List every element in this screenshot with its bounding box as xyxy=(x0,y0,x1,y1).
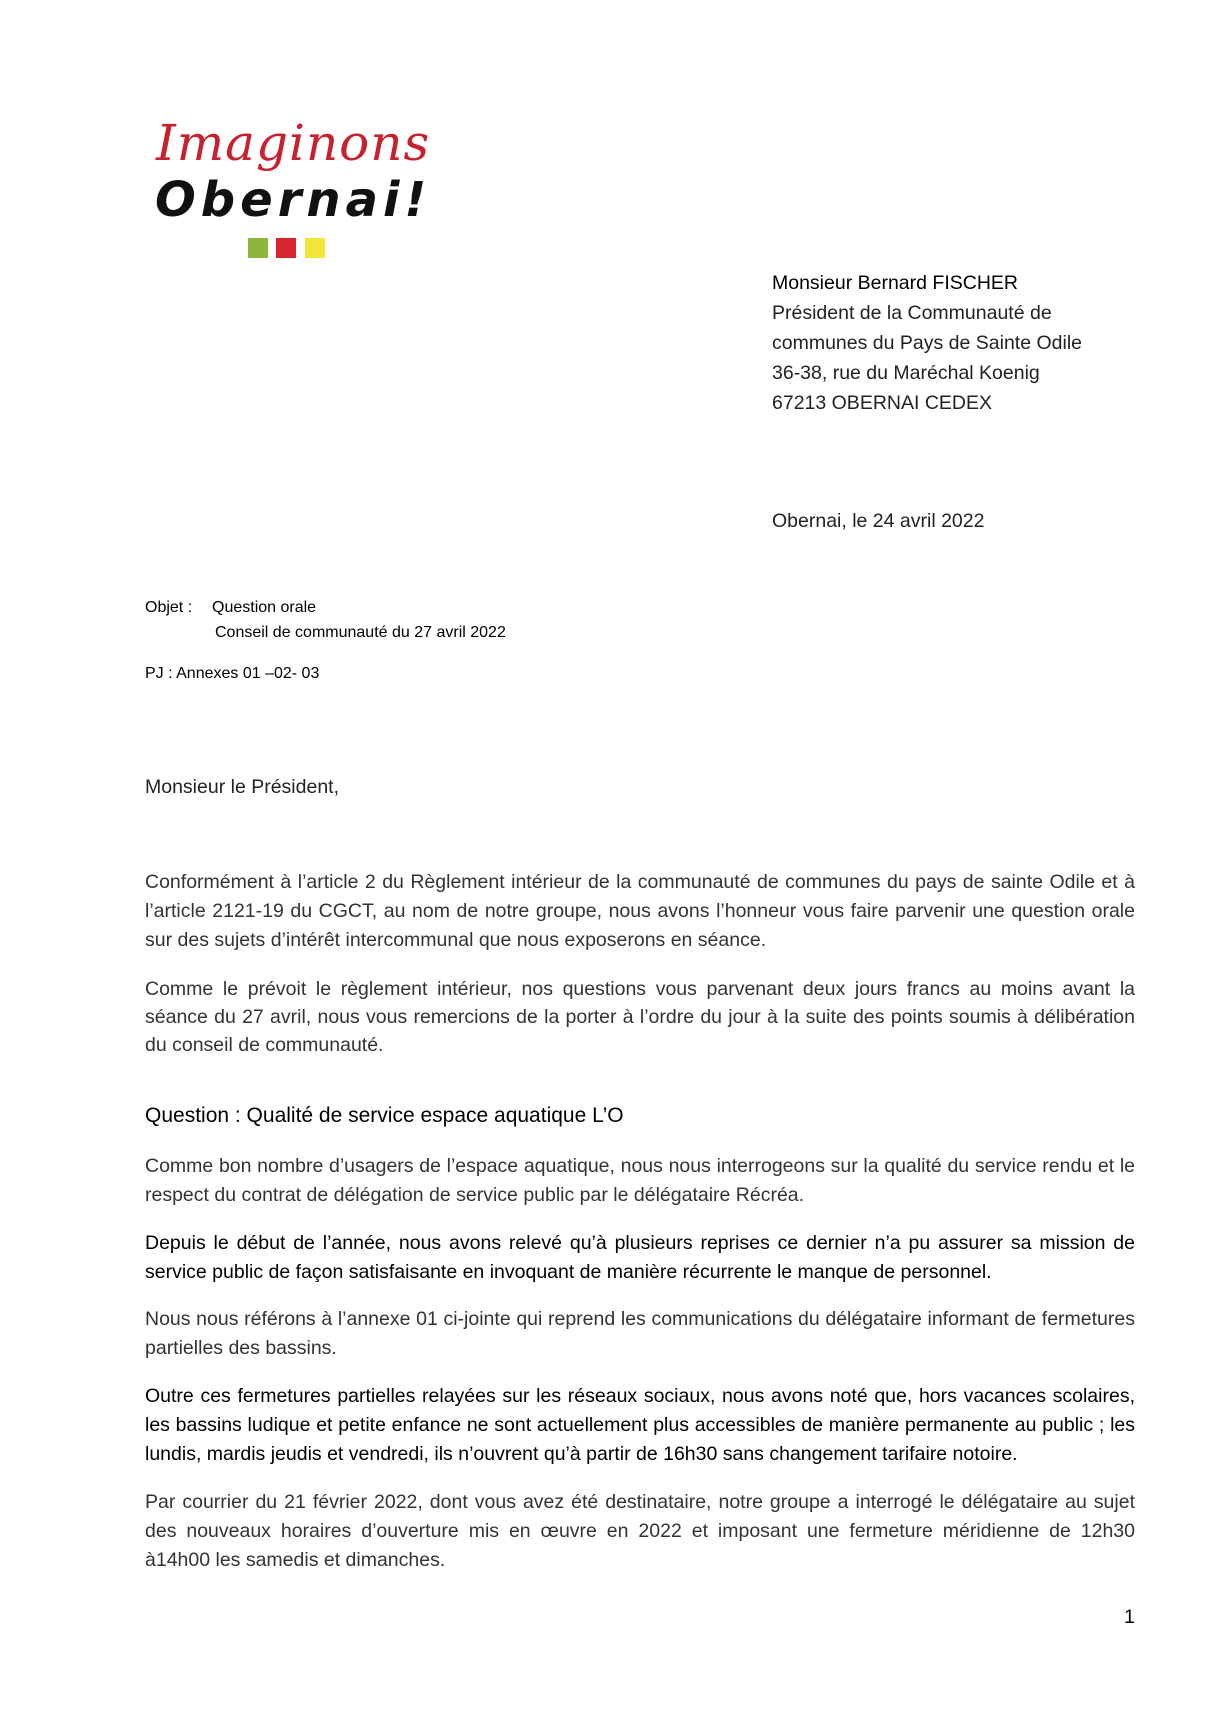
logo-square-red xyxy=(276,238,296,258)
logo-square-yellow xyxy=(305,238,325,258)
paragraph-fermetures: Outre ces fermetures partielles relayées sur les réseaux sociaux, nous avons noté que, hors vacances scolaires, les bassins ludique et petite enfance ne sont actuellement plus accessibles de manière permanente au public ; les lundis, mardis jeudis et vendredi, ils n’ouvrent qu’à partir de 16h30 sans changement tarifaire notoire. xyxy=(145,1385,1135,1465)
recipient-line: communes du Pays de Sainte Odile xyxy=(772,332,1083,354)
attachments-line: PJ : Annexes 01 –02- 03 xyxy=(145,665,320,682)
question-heading: Question : Qualité de service espace aquatique L’O xyxy=(145,1104,624,1127)
recipient-address xyxy=(772,268,1082,418)
salutation: Monsieur le Président, xyxy=(145,776,340,798)
recipient-name: Monsieur Bernard FISCHER xyxy=(772,272,1018,294)
recipient-line: 67213 OBERNAI CEDEX xyxy=(772,392,993,414)
objet-line-2: Conseil de communauté du 27 avril 2022 xyxy=(215,624,506,641)
logo-line-obernai: Obernai! xyxy=(155,172,432,228)
paragraph-intro: Conformément à l’article 2 du Règlement intérieur de la communauté de communes du pays de sainte Odile et à l’article 2121-19 du CGCT, au nom de notre groupe, nous avons l’honneur vous faire parvenir une question orale sur des sujets d’intérêt intercommunal que nous exposerons en séance. xyxy=(145,871,1135,951)
paragraph-reglement: Comme le prévoit le règlement intérieur, nos questions vous parvenant deux jours francs au moins avant la séance du 27 avril, nous vous remercions de la porter à l’ordre du jour à la suite des points soumis à délibération du conseil de communauté. xyxy=(145,978,1135,1056)
recipient-line: 36-38, rue du Maréchal Koenig xyxy=(772,362,1040,384)
paragraph-courrier: Par courrier du 21 février 2022, dont vous avez été destinataire, notre groupe a interrogé le délégataire au sujet des nouveaux horaires d’ouverture mis en œuvre en 2022 et imposant une fermeture méridienne de 12h30 à14h00 les samedis et dimanches. xyxy=(145,1491,1135,1571)
paragraph-usagers: Comme bon nombre d’usagers de l’espace aquatique, nous nous interrogeons sur la qualité du service rendu et le respect du contrat de délégation de service public par le délégataire Récréa. xyxy=(145,1155,1135,1206)
letter-date: Obernai, le 24 avril 2022 xyxy=(772,510,985,532)
paragraph-releve: Depuis le début de l’année, nous avons relevé qu’à plusieurs reprises ce dernier n’a pu assurer sa mission de service public de façon satisfaisante en invoquant de manière récurrente le manque de personnel. xyxy=(145,1232,1135,1283)
paragraph-annexe: Nous nous référons à l’annexe 01 ci-jointe qui reprend les communications du délégataire informant de fermetures partielles des bassins. xyxy=(145,1308,1135,1359)
objet-label: Objet : xyxy=(145,599,193,616)
page-number: 1 xyxy=(1124,1606,1135,1628)
logo-square-green xyxy=(248,238,268,258)
recipient-line: Président de la Communauté de xyxy=(772,302,1052,324)
logo-line-imaginons: Imaginons xyxy=(156,114,431,172)
objet-line-1: Question orale xyxy=(212,599,317,616)
